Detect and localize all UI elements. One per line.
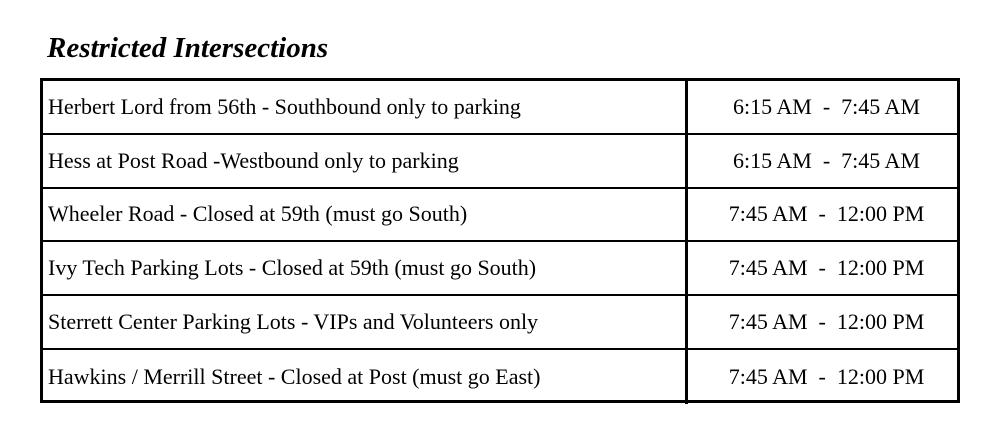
table-row [43,189,957,243]
table-row [43,296,957,350]
location-cell: Wheeler Road - Closed at 59th (must go South) [43,189,688,241]
table-row [43,242,957,296]
location-cell: Ivy Tech Parking Lots - Closed at 59th (must go South) [43,242,688,294]
location-cell: Sterrett Center Parking Lots - VIPs and Volunteers only [43,296,688,348]
location-cell: Hess at Post Road -Westbound only to parking [43,135,688,187]
table-row [43,350,957,404]
time-range-cell: 7:45 AM - 12:00 PM [728,201,925,227]
time-range-cell: 7:45 AM - 12:00 PM [728,309,925,335]
time-range-cell: 7:45 AM - 12:00 PM [728,363,925,389]
page-title: Restricted Intersections [47,32,329,64]
restricted-intersections-table [40,78,960,403]
time-range-cell: 6:15 AM - 7:45 AM [732,147,921,173]
table-row [43,135,957,189]
location-cell: Hawkins / Merrill Street - Closed at Post (must go East) [43,350,688,404]
time-range-cell: 7:45 AM - 12:00 PM [728,255,925,281]
location-cell: Herbert Lord from 56th - Southbound only to parking [43,81,688,133]
table-row [43,81,957,135]
time-range-cell: 6:15 AM - 7:45 AM [732,93,921,119]
